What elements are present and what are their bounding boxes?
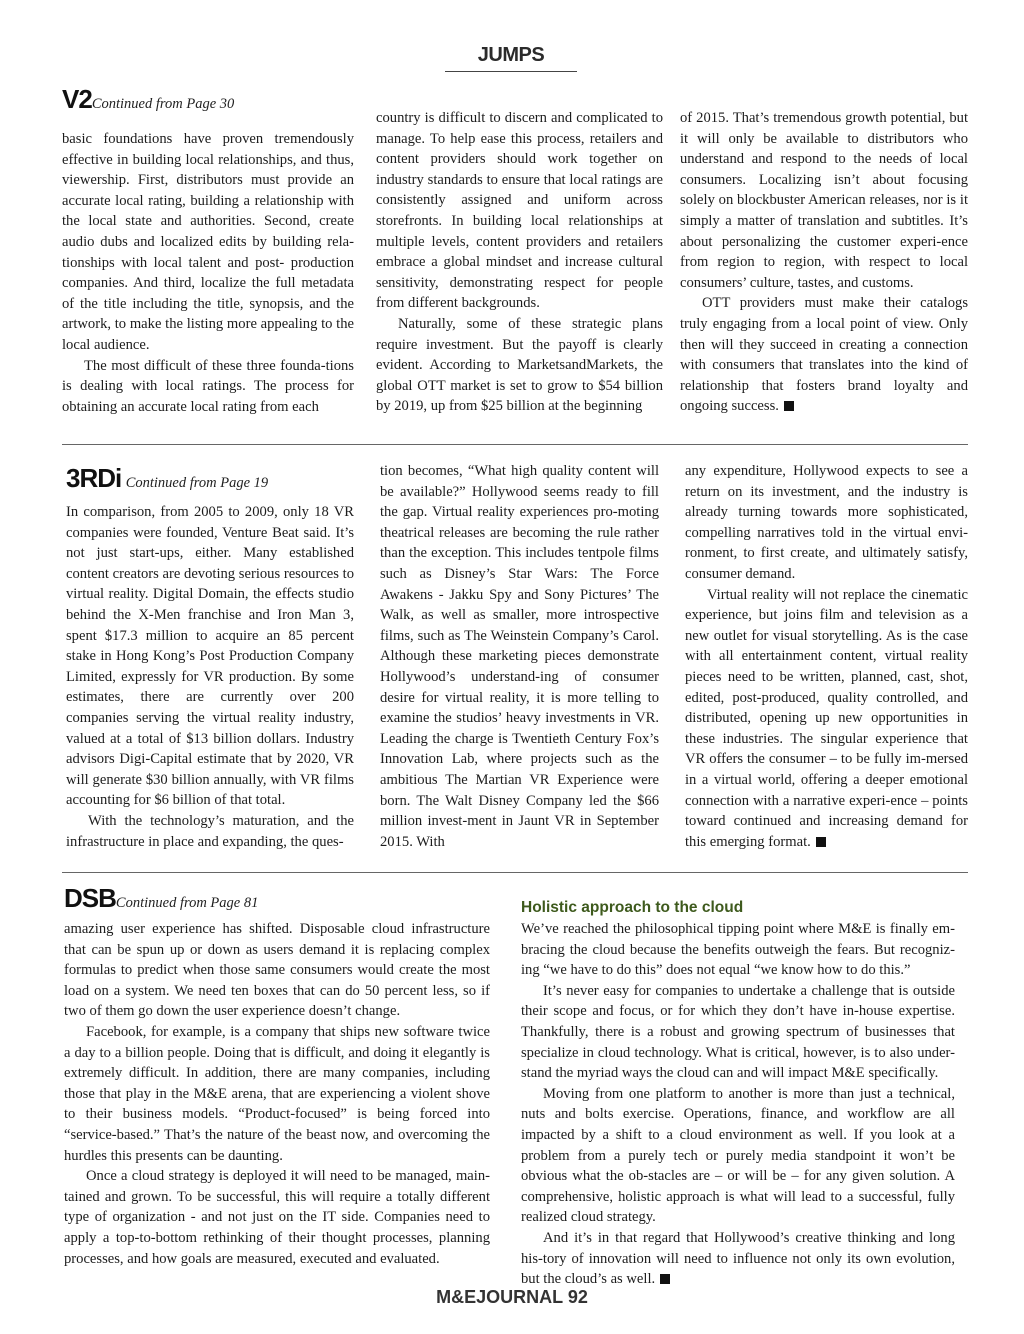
v2-continued: Continued from Page 30	[91, 96, 235, 112]
rdi-column-1	[66, 502, 354, 852]
paragraph: of 2015. That’s tremendous growth potential, but it will only be available to distributors who understand and respond to the needs of local consumers. Localizing isn’t about focusing solely on blockbuster American releases, nor is it simply a matter of translation and subtitles. It’s about personalizing the customer experi-ence from region to region, with respect to local consumers’ culture, tastes, and customs.	[680, 110, 968, 291]
paragraph: Once a cloud strategy is deployed it will need to be managed, main-tained and grown. To be successful, this will require a totally different type of organization - and not just on the IT side. Companies need to apply a top-to-bottom rethinking of their thought processes, planning processes, and how goals are measured, executed and evaluated.	[64, 1168, 490, 1267]
dsb-continued: Continued from Page 81	[115, 895, 259, 911]
section-divider	[62, 444, 968, 445]
paragraph: Facebook, for example, is a company that ships new software twice a day to a billion people. Doing that is difficult, and doing it elegantly is extremely difficult. In addition, there are many companies, including those that play in the M&E arena, that are experiencing a violent shove to their business models. “Product-focused” is being forced into “service-based.” That’s the nature of the beast now, and overcoming the hurdles this presents can be daunting.	[64, 1023, 490, 1164]
v2-column-2	[376, 108, 663, 417]
v2-column-3	[680, 108, 968, 417]
dsb-code: DSB	[64, 883, 116, 913]
end-mark-icon	[784, 401, 794, 411]
v2-column-1	[62, 129, 354, 417]
dsb-subhead: Holistic approach to the cloud	[521, 899, 744, 916]
page-footer	[0, 1287, 1024, 1308]
paragraph: It’s never easy for companies to undertake a challenge that is outside their scope and focus, or for which they don’t have in-house expertise. Thankfully, there is a robust and growing spectrum of businesses that specialize in cloud technology. What is critical, however, is to also under-stand the myriad ways the cloud can and will impact M&E specifically.	[521, 982, 955, 1082]
paragraph: OTT providers must make their catalogs truly engaging from a local point of view. Only then will they succeed in creating a connection with consumers that translates into the kind of relationship that fosters brand loyalty and ongoing success.	[680, 295, 968, 415]
dsb-column-2	[521, 919, 955, 1290]
paragraph: amazing user experience has shifted. Disposable cloud infrastructure that can be spun up or down as users demand it is replacing complex formulas to predict when those same consumers would create the most load on a system. We need ten boxes that can do 50 percent less, so if two of them go down the user experience doesn’t change.	[64, 921, 490, 1020]
rdi-continued: Continued from Page 19	[125, 475, 269, 491]
rdi-column-3	[685, 461, 968, 852]
paragraph: We’ve reached the philosophical tipping point where M&E is finally em-bracing the cloud because the benefits outweigh the fears. But recogniz-ing “we have to do this” does not equal “we know how to do this.”	[521, 921, 955, 979]
paragraph: The most difficult of these three founda-tions is dealing with local ratings. The process for obtaining an accurate local rating from each	[62, 357, 354, 415]
end-mark-icon	[660, 1274, 670, 1284]
v2-code: V2	[62, 84, 92, 114]
paragraph: Moving from one platform to another is more than just a technical, nuts and bolts exercise. Operations, finance, and workflow are all impacted by a shift to a cloud environment as well. If you look at a problem from a purely tech or purely media standpoint it won’t be obvious what the ob-stacles are – or will be – for any given solution. A comprehensive, holistic approach is what will lead to a successful, fully realized cloud strategy.	[521, 1085, 955, 1226]
paragraph: Naturally, some of these strategic plans require investment. But the payoff is clearly evident. According to MarketsandMarkets, the global OTT market is set to grow to $54 billion by 2019, up from $25 billion at the beginning	[376, 315, 663, 415]
page-number: 92	[567, 1287, 588, 1307]
dsb-column-1	[64, 919, 490, 1269]
section-divider	[62, 872, 968, 873]
paragraph: basic foundations have proven tremendously effective in building local relationships, and thus, viewership. First, distributors must provide an accurate local rating, building a relationship with the local state and authorities. Second, create audio dubs and localized edits by building rela-tionships with local talent and post- production companies. And third, localize the full metadata of the title including the title, synopsis, and the artwork, to make the listing more appealing to the local audience.	[62, 131, 354, 353]
paragraph: With the technology’s maturation, and the infrastructure in place and expanding, the ques-	[66, 812, 354, 850]
paragraph: any expenditure, Hollywood expects to see a return on its investment, and the industry is already turning towards more sophisticated, compelling narratives told in the virtual envi-ronment, to first create, and ultimately satisfy, consumer demand.	[685, 463, 968, 582]
v2-kicker	[62, 84, 234, 115]
rdi-code: 3RDi	[66, 463, 122, 493]
section-header: JUMPS	[445, 44, 577, 72]
paragraph: tion becomes, “What high quality content will be available?” Hollywood seems ready to fill the gap. Virtual reality experiences pro-moting theatrical releases are becoming the rule rather than the exception. This includes tentpole films such as Disney’s Star Wars: The Force Awakens - Jakku Spy and Sony Pictures’ The Walk, as well as smaller, more introspective films, such as The Weinstein Company’s Carol. Although these marketing pieces demonstrate Hollywood’s understand-ing of consumer desire for virtual reality, it is more telling to examine the studios’ heavy investments in VR. Leading the charge is Twentieth Century Fox’s Innovation Lab, where projects such as the ambitious The Martian VR Experience were born. The Walt Disney Company led the $66 million invest-ment in Jaunt VR in September 2015. With	[380, 463, 659, 850]
dsb-kicker	[64, 883, 258, 914]
paragraph: Virtual reality will not replace the cinematic experience, but joins film and television as a new outlet for visual storytelling. As is the case with all entertainment content, virtual reality pieces need to be written, planned, cast, shot, edited, post-produced, quality controlled, and distributed, opening up new opportunities in these industries. The singular experience that VR offers the consumer – to be fully im-mersed in a virtual world, offering a deeper emotional connection with a narrative experi-ence – points toward continued and increasing demand for this emerging format.	[685, 586, 968, 850]
paragraph: And it’s in that regard that Hollywood’s creative thinking and long his-tory of innovation will need to influence not only its own evolution, but the cloud’s as well.	[521, 1229, 955, 1288]
rdi-kicker	[66, 463, 268, 494]
paragraph: In comparison, from 2005 to 2009, only 18 VR companies were founded, Venture Beat said. It’s not just start-ups, either. Many established content creators are devoting serious resources to virtual reality. Digital Domain, the effects studio behind the X-Men franchise and Iron Man 3, spent $17.3 million to acquire an 85 percent stake in Hong Kong’s Post Production Company Limited, expressly for VR production. By some estimates, there are currently over 200 companies serving the virtual reality industry, valued at a total of $13 billion dollars. Industry advisors Digi-Capital estimate that by 2020, VR will generate $30 billion annually, with VR films accounting for $6 billion of that total.	[66, 504, 354, 809]
paragraph: country is difficult to discern and complicated to manage. To help ease this process, retailers and content providers should work together on industry standards to ensure that local ratings are consistently assigned and uniform across storefronts. In building local relationships at multiple levels, content providers and retailers embrace a global mindset and increase cultural sensitivity, demonstrating respect for people from different backgrounds.	[376, 110, 663, 312]
end-mark-icon	[816, 837, 826, 847]
journal-name: M&EJOURNAL	[436, 1287, 563, 1307]
rdi-column-2	[380, 461, 659, 852]
